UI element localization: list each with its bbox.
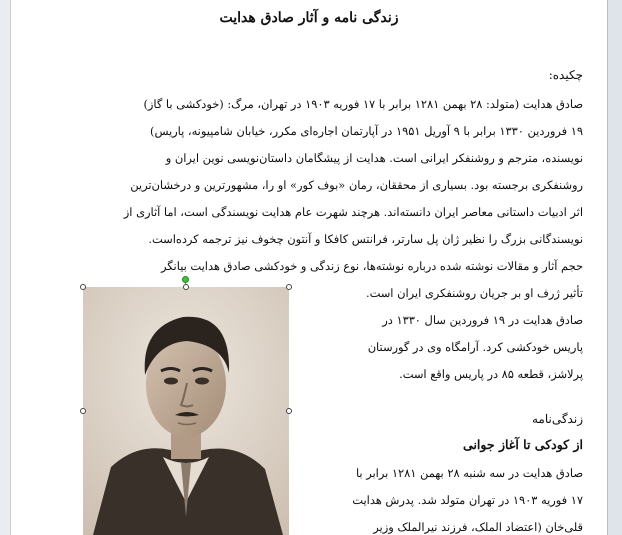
abstract-line-7: حجم آثار و مقالات نوشته شده درباره نوشته‌ها، نوع زندگی و خودکشی صادق هدایت بیانگر — [160, 259, 583, 273]
bio-line-2: ۱۷ فوریه ۱۹۰۳ در تهران متولد شد. پدرش هدایت — [352, 493, 583, 507]
abstract-line-5: اثر ادبیات داستانی معاصر ایران دانسته‌اند. هرچند شهرت عام هدایت نویسندگی است، اما آثاری از — [123, 205, 583, 219]
bio-line-3: قلی‌خان (اعتضاد الملک، فرزند نیرالملک وزیر — [373, 520, 583, 534]
portrait-photo[interactable] — [83, 287, 289, 535]
bio-heading: از کودکی تا آغاز جوانی — [463, 437, 583, 452]
bio-line-1: صادق هدایت در سه شنبه ۲۸ بهمن ۱۲۸۱ برابر با — [355, 466, 583, 480]
abstract-label: چکیده: — [548, 68, 583, 82]
resize-handle-top-left[interactable] — [80, 284, 86, 290]
resize-handle-top-right[interactable] — [286, 284, 292, 290]
portrait-image-frame[interactable] — [83, 287, 289, 535]
document-title: زندگی نامه و آثار صادق هدایت — [219, 10, 399, 26]
abstract-line-2: ۱۹ فروردین ۱۳۳۰ برابر با ۹ آوریل ۱۹۵۱ در آپارتمان اجاره‌ای مکرر، خیابان شامپیونه، پاریس) — [150, 124, 583, 138]
abstract-line-4: روشنفکری برجسته بود. بسیاری از محققان، رمان «بوف کور» او را، مشهورترین و درخشان‌ترین — [130, 178, 583, 192]
rotate-handle[interactable] — [182, 276, 189, 283]
resize-handle-top-center[interactable] — [183, 284, 189, 290]
abstract-line-3: نویسنده، مترجم و روشنفکر ایرانی است. هدایت از پیشگامان داستان‌نویسی نوین ایران و — [165, 151, 583, 165]
abstract-line-8: تأثیر ژرف او بر جریان روشنفکری ایران است. — [365, 286, 583, 300]
document-page[interactable] — [10, 0, 608, 535]
abstract-line-9: صادق هدایت در ۱۹ فروردین سال ۱۳۳۰ در — [382, 313, 583, 327]
vertical-scrollbar[interactable] — [607, 0, 622, 535]
resize-handle-middle-right[interactable] — [286, 408, 292, 414]
abstract-line-11: پرلاشز، قطعه ۸۵ در پاریس واقع است. — [399, 367, 583, 381]
bio-label: زندگی‌نامه — [531, 412, 583, 426]
abstract-line-6: نویسندگانی بزرگ را نظیر ژان پل سارتر، فرانتس کافکا و آنتون چخوف نیز ترجمه کرده‌است. — [148, 232, 583, 246]
abstract-line-10: پاریس خودکشی کرد. آرامگاه وی در گورستان — [367, 340, 583, 354]
abstract-line-1: صادق هدایت (متولد: ۲۸ بهمن ۱۲۸۱ برابر با ۱۷ فوریه ۱۹۰۳ در تهران، مرگ: (خودکشی با گاز) — [143, 97, 583, 111]
resize-handle-middle-left[interactable] — [80, 408, 86, 414]
